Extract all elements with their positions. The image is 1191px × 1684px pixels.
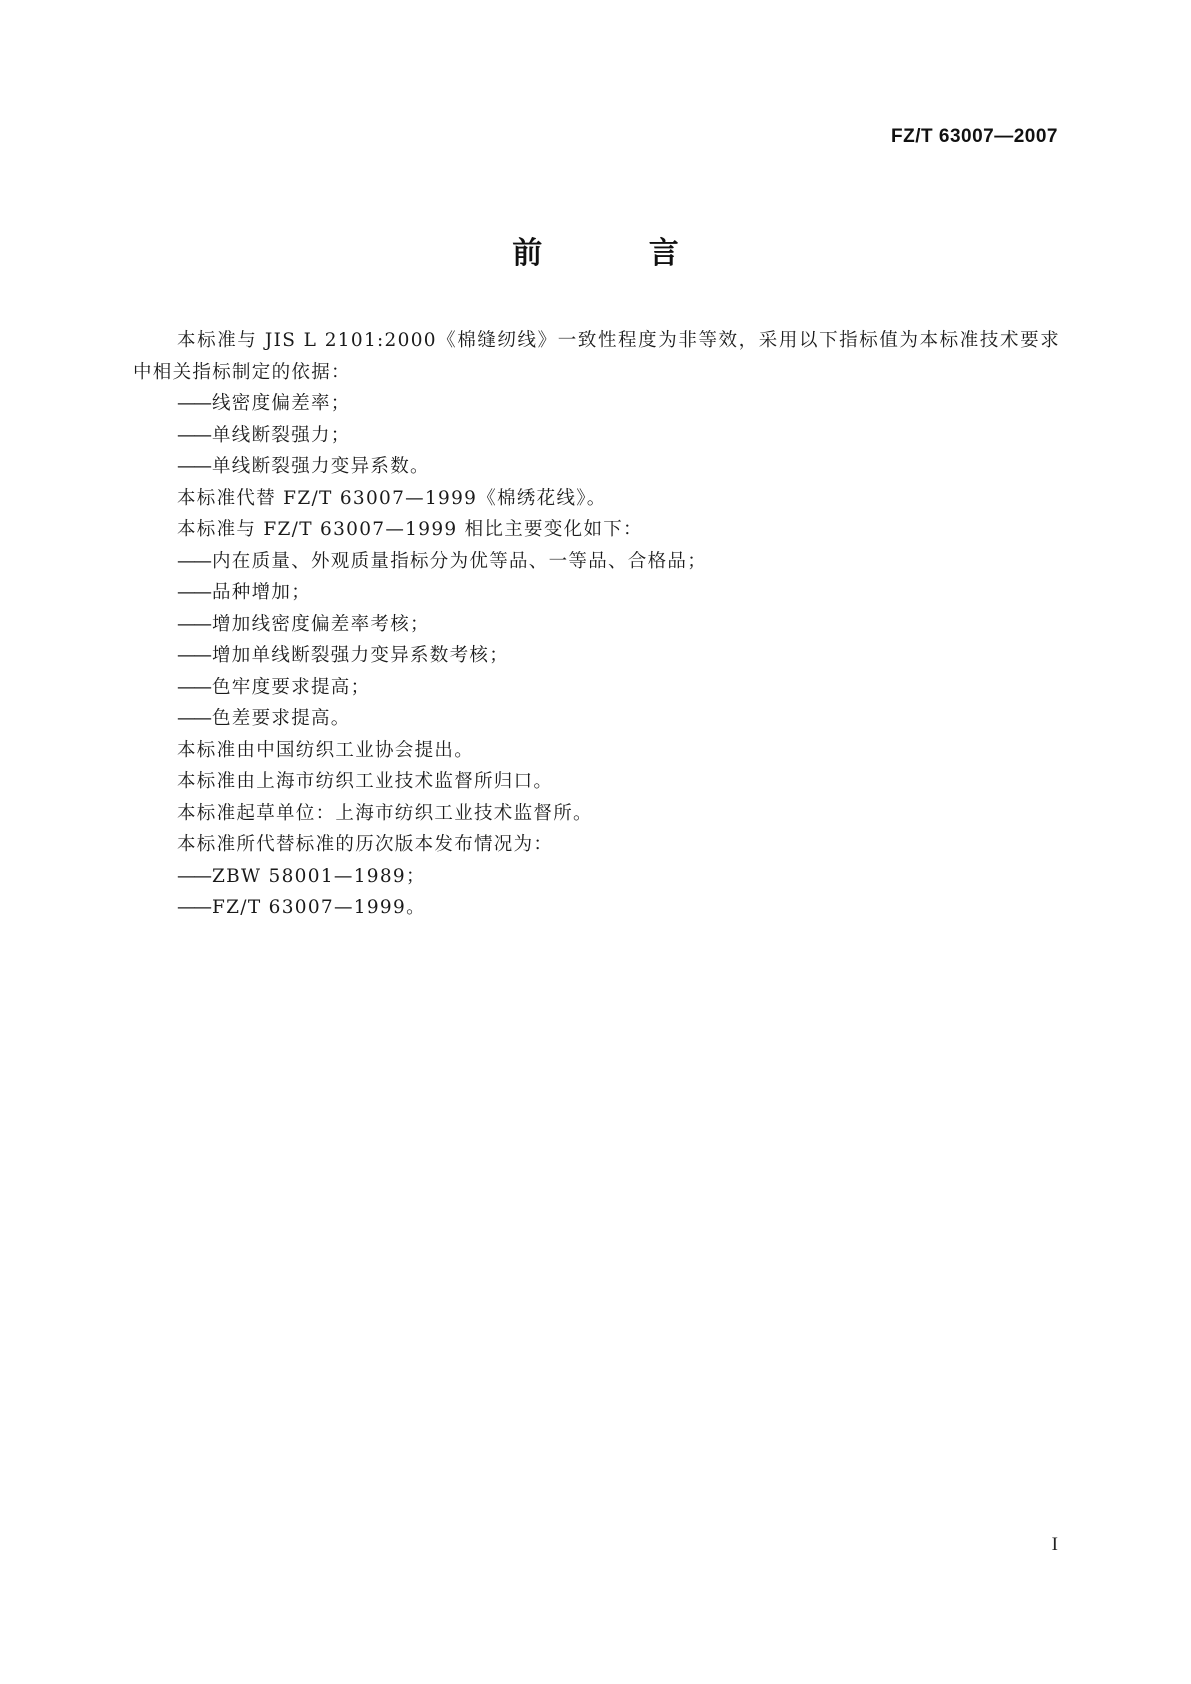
paragraph-changes-intro: 本标准与 FZ/T 63007—1999 相比主要变化如下：	[177, 519, 643, 540]
dash-marker: ——	[177, 424, 210, 446]
dash-marker: ——	[177, 393, 210, 414]
paragraph-replaces: 本标准代替 FZ/T 63007—1999《棉绣花线》。	[177, 487, 607, 509]
list-item: —— 单线断裂强力；	[133, 420, 1060, 452]
dash-marker: ——	[177, 456, 210, 477]
list-item: —— 线密度偏差率；	[133, 388, 1060, 420]
paragraph-centralized-by: 本标准由上海市纺织工业技术监督所归口。	[177, 771, 554, 792]
dash-marker: ——	[177, 645, 210, 666]
list-item: —— ZBW 58001—1989；	[133, 861, 1060, 893]
list-item: —— 内在质量、外观质量指标分为优等品、一等品、合格品；	[133, 546, 1060, 578]
dash-marker: ——	[177, 676, 210, 698]
list-item: —— 品种增加；	[133, 577, 1060, 609]
page-number: I	[1051, 1534, 1058, 1555]
list-item: —— 增加单线断裂强力变异系数考核；	[133, 640, 1060, 672]
list-item: —— FZ/T 63007—1999。	[133, 892, 1060, 924]
standard-number: FZ/T 63007—2007	[891, 126, 1058, 147]
foreword-body	[133, 325, 1060, 924]
list-item: —— 增加线密度偏差率考核；	[133, 609, 1060, 641]
paragraph-equivalence: 本标准与 JIS L 2101:2000《棉缝纫线》一致性程度为非等效，采用以下指标值为本标准技术要求中相关指标制定的依据：	[133, 330, 1060, 383]
dash-marker: ——	[177, 613, 210, 635]
list-item: —— 色差要求提高。	[133, 703, 1060, 735]
list-item: —— 色牢度要求提高；	[133, 672, 1060, 704]
page-title: 前 言	[512, 236, 727, 271]
dash-marker: ——	[177, 708, 210, 729]
paragraph-drafting-unit: 本标准起草单位：上海市纺织工业技术监督所。	[177, 802, 593, 824]
dash-marker: ——	[177, 582, 210, 603]
dash-marker: ——	[177, 550, 210, 572]
dash-marker: ——	[177, 897, 210, 918]
paragraph-proposed-by: 本标准由中国纺织工业协会提出。	[177, 739, 475, 761]
paragraph-history-intro: 本标准所代替标准的历次版本发布情况为：	[177, 834, 554, 855]
list-item: —— 单线断裂强力变异系数。	[133, 451, 1060, 483]
dash-marker: ——	[177, 865, 210, 887]
